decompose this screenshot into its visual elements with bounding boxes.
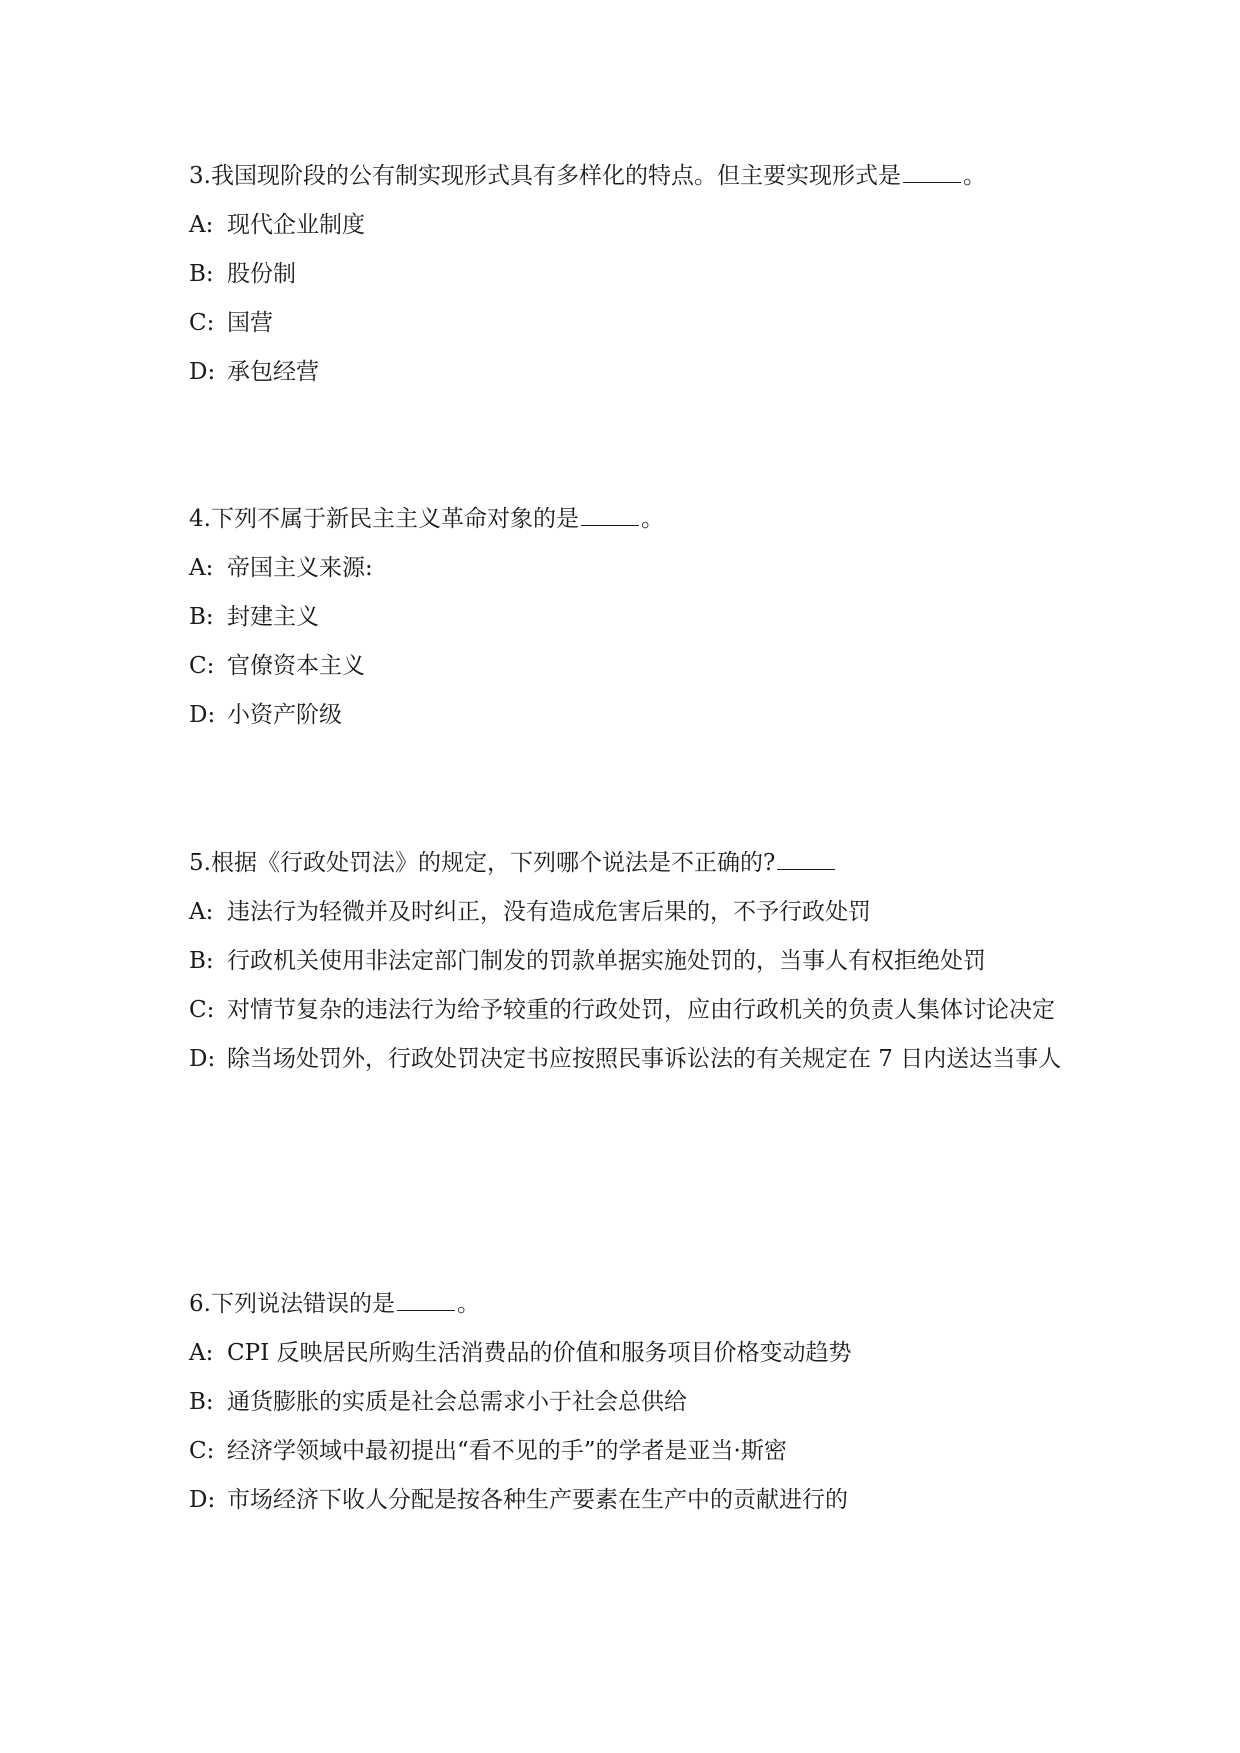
option-letter: B: bbox=[189, 948, 214, 974]
stem-end: 。 bbox=[456, 1291, 480, 1317]
option-d bbox=[189, 1035, 1069, 1084]
question-stem bbox=[189, 495, 1069, 544]
stem-text: 5.根据《行政处罚法》的规定，下列哪个说法是不正确的? bbox=[189, 850, 776, 876]
option-b bbox=[189, 937, 1069, 986]
option-text: 现代企业制度 bbox=[227, 212, 365, 238]
option-text: 国营 bbox=[227, 310, 273, 336]
option-d bbox=[189, 1476, 1069, 1525]
option-letter: C: bbox=[189, 1438, 215, 1464]
stem-end: 。 bbox=[640, 506, 664, 532]
option-a bbox=[189, 201, 1069, 250]
stem-end: 。 bbox=[962, 163, 986, 189]
option-text: 帝国主义来源: bbox=[227, 555, 373, 581]
option-text: 违法行为轻微并及时纠正，没有造成危害后果的，不予行政处罚 bbox=[227, 899, 871, 925]
option-b bbox=[189, 593, 1069, 642]
option-d bbox=[189, 691, 1069, 740]
option-a bbox=[189, 888, 1069, 937]
option-c bbox=[189, 1427, 1069, 1476]
option-text: 对情节复杂的违法行为给予较重的行政处罚，应由行政机关的负责人集体讨论决定 bbox=[227, 997, 1055, 1023]
option-letter: A: bbox=[189, 212, 214, 238]
answer-blank bbox=[777, 847, 835, 870]
option-letter: D: bbox=[189, 359, 216, 385]
stem-text: 6.下列说法错误的是 bbox=[189, 1291, 395, 1317]
option-c bbox=[189, 299, 1069, 348]
option-letter: B: bbox=[189, 604, 214, 630]
option-b bbox=[189, 1378, 1069, 1427]
option-d bbox=[189, 348, 1069, 397]
option-text: 经济学领域中最初提出“看不见的手”的学者是亚当·斯密 bbox=[227, 1438, 787, 1464]
stem-text: 4.下列不属于新民主主义革命对象的是 bbox=[189, 506, 579, 532]
option-c bbox=[189, 642, 1069, 691]
option-text: 小资产阶级 bbox=[227, 702, 342, 728]
option-letter: B: bbox=[189, 1389, 214, 1415]
option-a bbox=[189, 544, 1069, 593]
option-text: 股份制 bbox=[227, 261, 296, 287]
answer-blank bbox=[581, 503, 639, 526]
option-letter: D: bbox=[189, 702, 216, 728]
option-letter: C: bbox=[189, 653, 215, 679]
question-4 bbox=[189, 495, 1069, 740]
option-c bbox=[189, 986, 1069, 1035]
question-5 bbox=[189, 839, 1069, 1084]
option-letter: B: bbox=[189, 261, 214, 287]
question-6 bbox=[189, 1280, 1069, 1525]
stem-text: 3.我国现阶段的公有制实现形式具有多样化的特点。但主要实现形式是 bbox=[189, 163, 901, 189]
option-a bbox=[189, 1329, 1069, 1378]
option-letter: A: bbox=[189, 1340, 214, 1366]
option-letter: C: bbox=[189, 997, 215, 1023]
option-text: 除当场处罚外，行政处罚决定书应按照民事诉讼法的有关规定在 7 日内送达当事人 bbox=[227, 1046, 1062, 1072]
option-letter: D: bbox=[189, 1046, 216, 1072]
option-letter: A: bbox=[189, 555, 214, 581]
answer-blank bbox=[903, 160, 961, 183]
question-3 bbox=[189, 152, 1069, 397]
question-stem bbox=[189, 1280, 1069, 1329]
question-stem bbox=[189, 839, 1069, 888]
option-text: 封建主义 bbox=[227, 604, 319, 630]
option-text: 行政机关使用非法定部门制发的罚款单据实施处罚的，当事人有权拒绝处罚 bbox=[227, 948, 986, 974]
answer-blank bbox=[397, 1288, 455, 1311]
option-letter: A: bbox=[189, 899, 214, 925]
option-letter: C: bbox=[189, 310, 215, 336]
option-text: 市场经济下收人分配是按各种生产要素在生产中的贡献进行的 bbox=[227, 1487, 848, 1513]
option-b bbox=[189, 250, 1069, 299]
option-letter: D: bbox=[189, 1487, 216, 1513]
option-text: CPI 反映居民所购生活消费品的价值和服务项目价格变动趋势 bbox=[227, 1340, 852, 1366]
option-text: 官僚资本主义 bbox=[227, 653, 365, 679]
question-stem bbox=[189, 152, 1069, 201]
option-text: 通货膨胀的实质是社会总需求小于社会总供给 bbox=[227, 1389, 687, 1415]
option-text: 承包经营 bbox=[227, 359, 319, 385]
